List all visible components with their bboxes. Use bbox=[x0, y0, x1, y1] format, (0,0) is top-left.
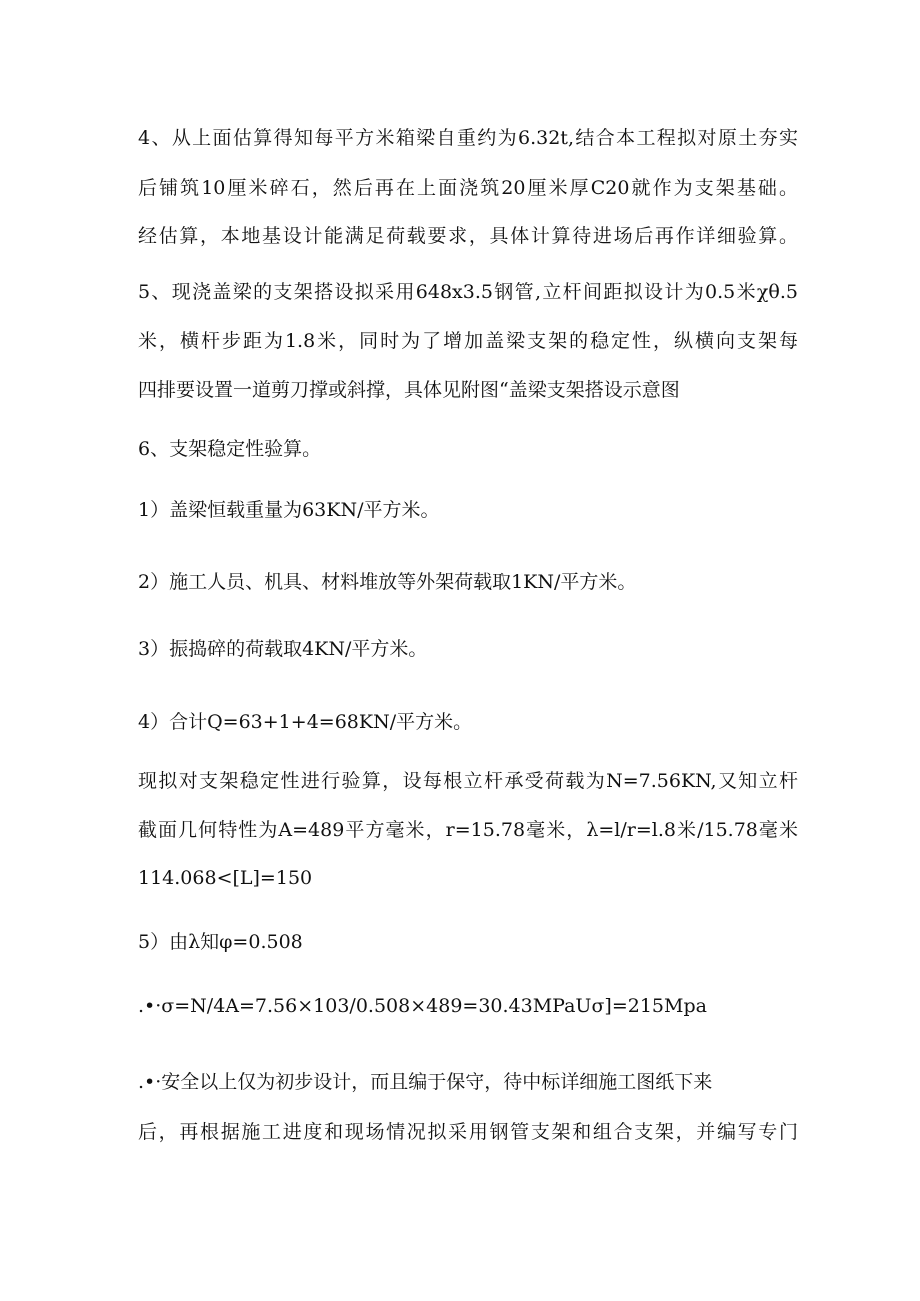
conclusion-line-2: 后，再根据施工进度和现场情况拟采用钢管支架和组合支架，并编写专门 bbox=[138, 1121, 798, 1143]
item-2: 2）施工人员、机具、材料堆放等外架荷载取1KN/平方米。 bbox=[138, 571, 637, 593]
paragraph-4-line-2: 后铺筑10厘米碎石，然后再在上面浇筑20厘米厚C20就作为支架基础。 bbox=[138, 177, 798, 199]
paragraph-5-line-3: 四排要设置一道剪刀撑或斜撑，具体见附图“盖梁支架搭设示意图 bbox=[138, 379, 680, 401]
conclusion-line-1: .•·安全以上仅为初步设计，而且编于保守，待中标详细施工图纸下来 bbox=[138, 1071, 713, 1093]
paragraph-5-line-2: 米，横杆步距为1.8米，同时为了增加盖梁支架的稳定性，纵横向支架每 bbox=[138, 330, 798, 352]
item-4: 4）合计Q=63+1+4=68KN/平方米。 bbox=[138, 711, 473, 733]
item-5: 5）由λ知φ=0.508 bbox=[138, 931, 303, 953]
verification-line-2: 截面几何特性为A=489平方毫米，r=15.78毫米，λ=l∕r=l.8米/15.78毫米 bbox=[138, 819, 798, 841]
paragraph-4-line-1: 4、从上面估算得知每平方米箱梁自重约为6.32t,结合本工程拟对原土夯实 bbox=[138, 127, 798, 149]
stress-formula: .•·σ=N∕4A=7.56×103∕0.508×489=30.43MPaUσ]=215Mpa bbox=[138, 995, 707, 1017]
verification-line-3: 114.068<[L]=150 bbox=[138, 867, 313, 889]
section-6-heading: 6、支架稳定性验算。 bbox=[138, 438, 322, 460]
item-1: 1）盖梁恒载重量为63KN/平方米。 bbox=[138, 499, 440, 521]
item-3: 3）振捣碎的荷载取4KN/平方米。 bbox=[138, 638, 428, 660]
verification-line-1: 现拟对支架稳定性进行验算，设每根立杆承受荷载为N=7.56KN,又知立杆 bbox=[138, 770, 798, 792]
paragraph-4-line-3: 经估算，本地基设计能满足荷载要求，具体计算待进场后再作详细验算。 bbox=[138, 225, 798, 247]
paragraph-5-line-1: 5、现浇盖梁的支架搭设拟采用648x3.5钢管,立杆间距拟设计为0.5米χθ.5 bbox=[138, 281, 798, 303]
